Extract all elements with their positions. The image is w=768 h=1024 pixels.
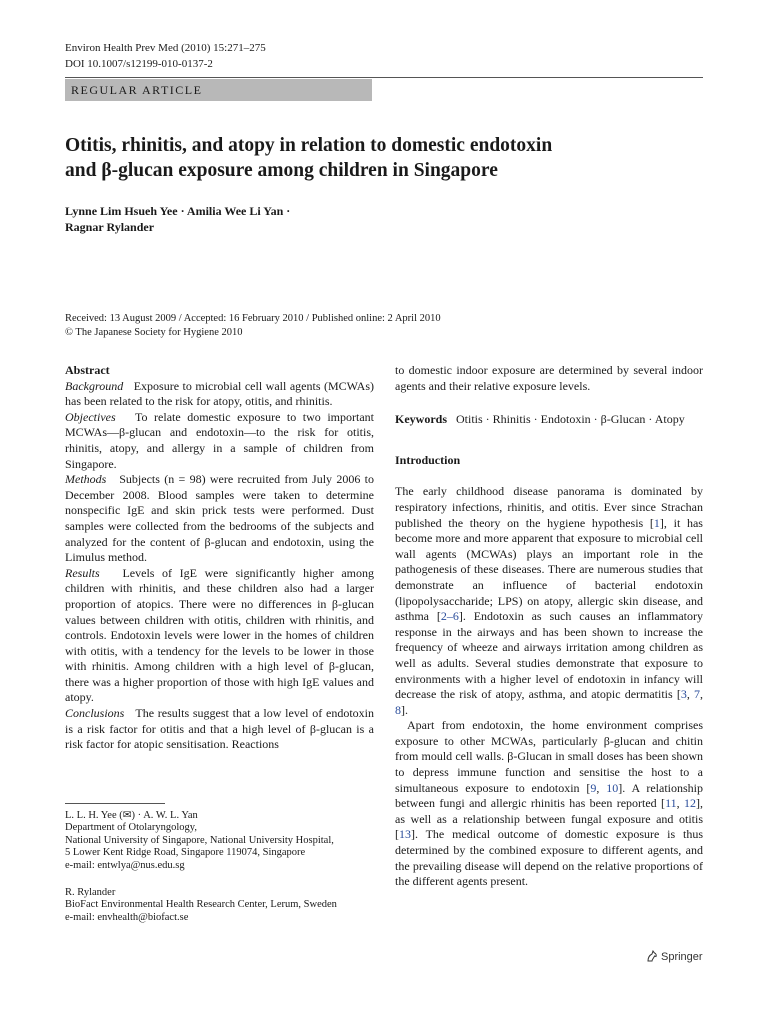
intro-p1-sep: ,: [700, 687, 703, 702]
results-text: Levels of IgE were significantly higher among children with rhinitis, and these children also had a larger proportion of atopics. There were no differences in β-glucan values between children with otitis, children with rhinitis, and controls. Endotoxin levels were lower in the homes of children with otitis, with a tendency for the levels to be lower in those with rhinitis. Among children with a high level of β-glucan, there was a higher proportion of those with high IgE values and atopy.: [65, 565, 374, 705]
article-type-banner: REGULAR ARTICLE: [65, 79, 372, 101]
affiliation-2: [65, 887, 385, 924]
intro-p2-text-a: Apart from endotoxin, the home environment comprises exposure to other MCWAs, particularly β-glucan and chitin from mould cell walls. β-Glucan in small doses has been shown to depress immune function and sensitise the host to a simultaneous exposure to endotoxin [: [395, 718, 703, 795]
intro-p2-sep: ,: [596, 780, 607, 795]
conclusions-text: The results suggest that a low level of endotoxin is a risk factor for otitis and that a high level of β-glucan is a risk factor for atopic sensitisation. Reactions: [65, 706, 374, 752]
abstract-heading: Abstract: [65, 363, 110, 377]
aff2-inst: BioFact Environmental Health Research Center, Lerum, Sweden: [65, 899, 337, 911]
intro-p1-text-b: ], it has become more and more apparent that exposure to microbial cell wall agents (MCWAs) plays an important role in the pathogenesis of these diseases. There are numerous studies that demonstrate an influence of bacterial endotoxin (lipopolysaccharide; LPS) on atopy, allergic skin disease, and asthma [: [395, 515, 703, 624]
abstract-methods: [65, 472, 374, 566]
citation-link[interactable]: 3: [680, 687, 687, 702]
citation-link[interactable]: 13: [399, 827, 411, 842]
intro-paragraph-2: [395, 718, 703, 890]
background-label: Background: [65, 378, 124, 393]
journal-header: [65, 40, 266, 72]
citation-link[interactable]: 1: [653, 515, 660, 530]
aff2-name: R. Rylander: [65, 887, 116, 898]
citation-link[interactable]: 9: [590, 780, 597, 795]
publisher-logo: [646, 950, 703, 963]
journal-citation: Environ Health Prev Med (2010) 15:271–275: [65, 42, 266, 54]
aff1-inst: National University of Singapore, National University Hospital,: [65, 834, 334, 846]
abstract-conclusions: [65, 706, 374, 753]
objectives-text: To relate domestic exposure to two important MCWAs—β-glucan and endotoxin—to the risk for otitis, rhinitis, atopy, and allergy in a sample of children from Singapore.: [65, 409, 374, 471]
intro-p1-text-a: The early childhood disease panorama is dominated by respiratory infections, rhinitis, and otitis. Ever since Strachan published the theory on the hygiene hypothesis [: [395, 484, 703, 530]
affiliation-1: [65, 810, 385, 872]
aff1-dept: Department of Otolaryngology,: [65, 822, 197, 834]
objectives-label: Objectives: [65, 409, 116, 424]
results-label: Results: [65, 565, 100, 580]
authors-line-1: Lynne Lim Hsueh Yee · Amilia Wee Li Yan ·: [65, 204, 291, 218]
aff1-email[interactable]: e-mail: entwlya@nus.edu.sg: [65, 859, 185, 871]
journal-doi: DOI 10.1007/s12199-010-0137-2: [65, 58, 213, 70]
abstract-background: [65, 379, 374, 410]
introduction-heading: Introduction: [395, 452, 461, 467]
citation-link[interactable]: 8: [395, 702, 401, 717]
citation-link[interactable]: 2–6: [440, 609, 459, 624]
received-line: Received: 13 August 2009 / Accepted: 16 February 2010 / Published online: 2 April 2010: [65, 313, 441, 324]
keywords: [395, 412, 703, 428]
intro-p2-text-c: ]. A relationship between fungi and allergic rhinitis has been reported [: [395, 780, 703, 811]
aff1-addr: 5 Lower Kent Ridge Road, Singapore 119074, Singapore: [65, 847, 306, 859]
intro-p1-end: ].: [401, 702, 408, 717]
intro-p2-text-f: ]. The medical outcome of domestic exposure is thus determined by the combined exposure to different agents, and the prevailing disease will depend on the relative proportions of the different agents present.: [395, 827, 703, 889]
citation-link[interactable]: 11: [665, 796, 677, 811]
intro-p1-text-c: ]. Endotoxin as such causes an inflammatory response in the airways and has been shown to increase the frequency of wheeze and airways irritation among children as well as adults. Several studies demonstrate that exposure to environments with a higher level of endotoxin in infancy will decrease the risk of atopy, asthma, and atopic dermatitis [: [395, 609, 703, 702]
intro-p2-text-e: ], as well as a relationship between fungal exposure and otitis [: [395, 796, 704, 842]
intro-p1-sep: ,: [686, 687, 694, 702]
citation-link[interactable]: 7: [694, 687, 700, 702]
article-title: [65, 133, 705, 183]
authors-line-2: Ragnar Rylander: [65, 220, 155, 234]
conclusions-label: Conclusions: [65, 706, 125, 721]
author-list: [65, 203, 465, 235]
background-text: Exposure to microbial cell wall agents (MCWAs) has been related to the risk for atopy, otitis, and rhinitis.: [65, 378, 374, 409]
citation-link[interactable]: 10: [606, 780, 619, 795]
abstract-objectives: [65, 410, 374, 472]
footnote-rule: [65, 803, 165, 804]
keywords-text: Otitis · Rhinitis · Endotoxin · β-Glucan · Atopy: [456, 412, 685, 427]
right-column: [395, 363, 703, 890]
header-rule: [65, 77, 703, 78]
abstract-continued: to domestic indoor exposure are determined by several indoor agents and their relative exposure levels.: [395, 363, 703, 393]
aff1-name: L. L. H. Yee (✉) · A. W. L. Yan: [65, 810, 198, 821]
springer-horse-icon: [646, 950, 658, 962]
publication-dates: [65, 312, 705, 340]
intro-p2-sep: ,: [676, 796, 685, 811]
aff2-email[interactable]: e-mail: envhealth@biofact.se: [65, 911, 189, 923]
citation-link[interactable]: 12: [684, 796, 697, 811]
intro-paragraph-1: [395, 484, 703, 718]
copyright-line: © The Japanese Society for Hygiene 2010: [65, 327, 243, 338]
keywords-label: Keywords: [395, 412, 447, 427]
methods-text: Subjects (n = 98) were recruited from July 2006 to December 2008. Blood samples were taken to determine nonspecific IgE and skin prick tests were performed. Dust samples were collected from the bedrooms of the subjects and analyzed for the content of β-glucan and endotoxin, using the Limulus method.: [65, 472, 374, 565]
title-line-2: and β-glucan exposure among children in Singapore: [65, 160, 498, 181]
left-column: [65, 363, 374, 753]
publisher-name: Springer: [661, 951, 703, 963]
abstract-results: [65, 566, 374, 706]
methods-label: Methods: [65, 472, 107, 487]
title-line-1: Otitis, rhinitis, and atopy in relation to domestic endotoxin: [65, 135, 553, 156]
